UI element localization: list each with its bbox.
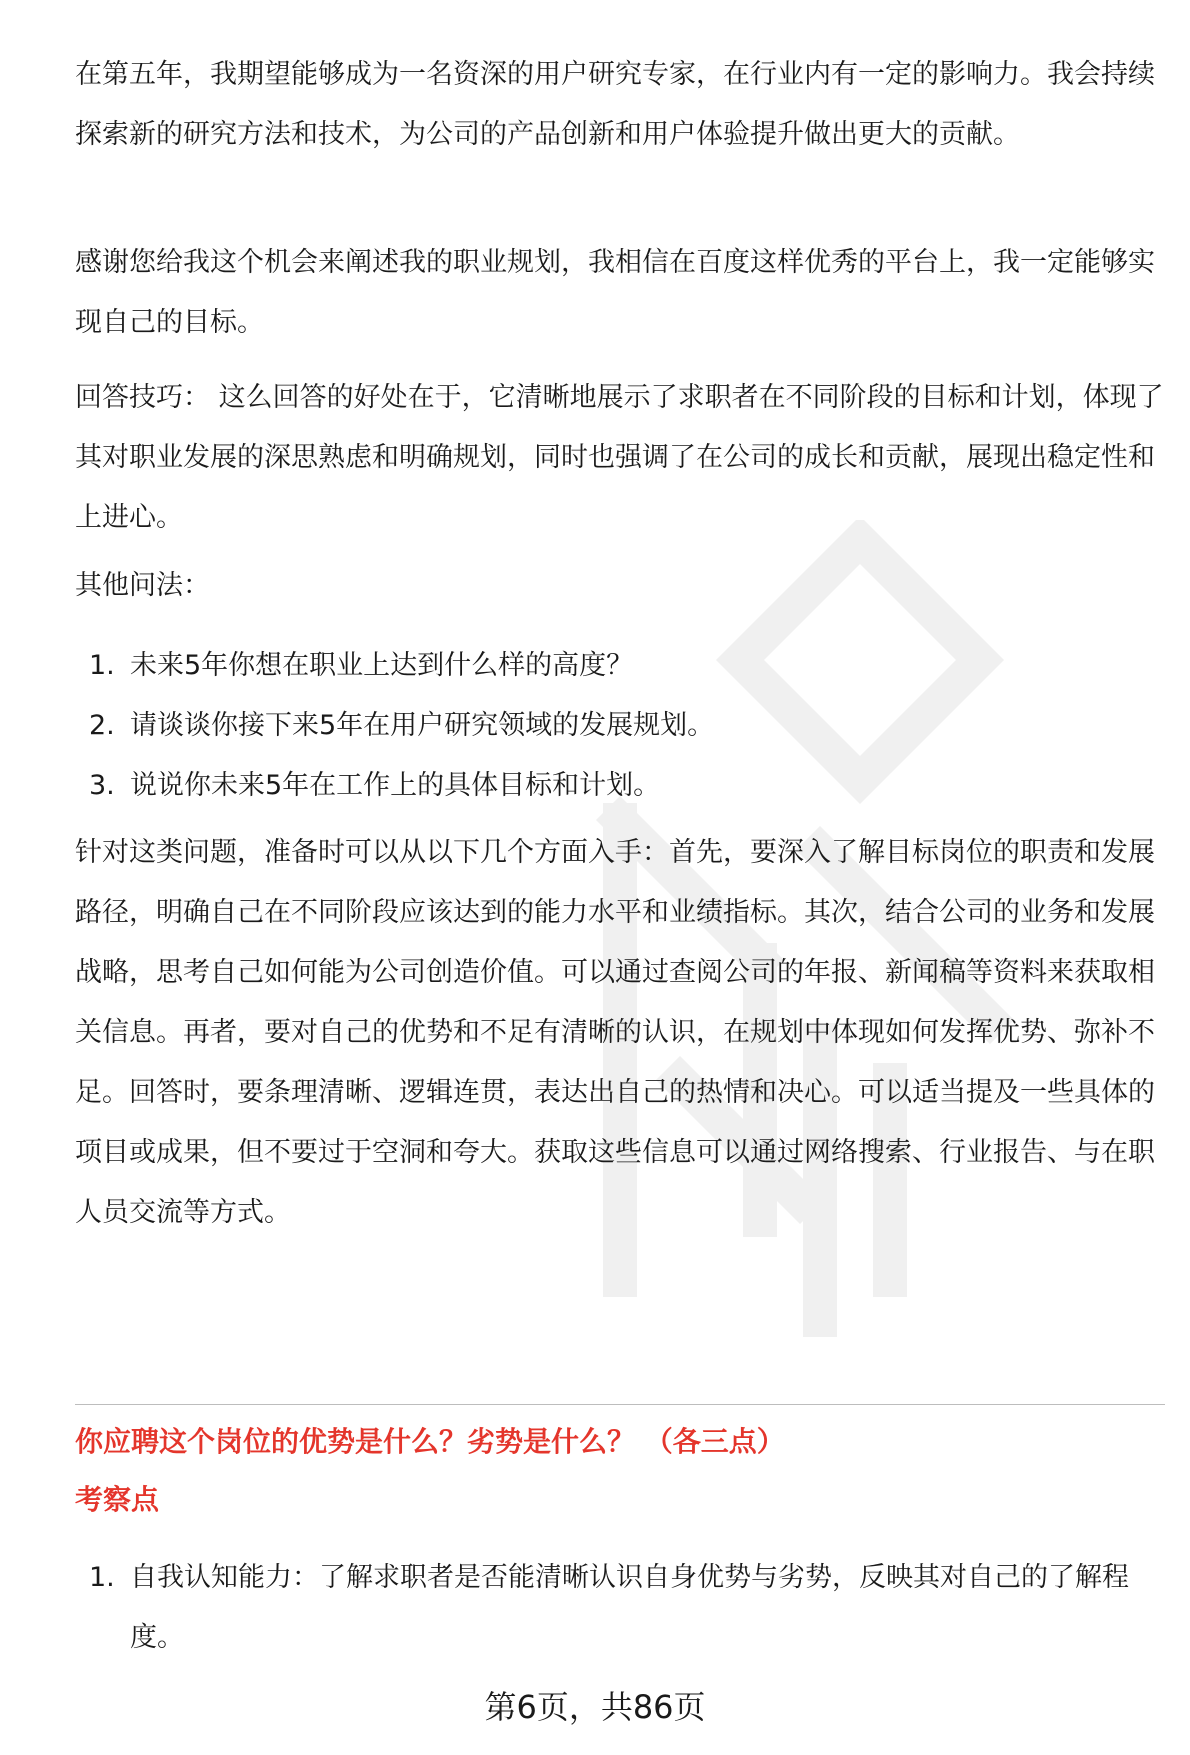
paragraph-preparation-advice: 针对这类问题，准备时可以从以下几个方面入手：首先，要深入了解目标岗位的职责和发展路径，明确自己在不同阶段应该达到的能力水平和业绩指标。其次，结合公司的业务和发展战略，思考自己如何能为公司创造价值。可以通过查阅公司的年报、新闻稿等资料来获取相关信息。再者，要对自己的优势和不足有清晰的认识，在规划中体现如何发挥优势、弥补不足。回答时，要条理清晰、逻辑连贯，表达出自己的热情和决心。可以适当提及一些具体的项目或成果，但不要过于空洞和夸大。获取这些信息可以通过网络搜索、行业报告、与在职人员交流等方式。	[75, 837, 1155, 1228]
other-questions-list	[75, 636, 1165, 816]
list-item: 1. 未来5年你想在职业上达到什么样的高度？	[89, 650, 634, 681]
page-number: 第6页，共86页	[484, 1688, 706, 1726]
question-heading: 你应聘这个岗位的优势是什么？劣势是什么？ （各三点）	[75, 1425, 785, 1458]
paragraph-fifth-year: 在第五年，我期望能够成为一名资深的用户研究专家，在行业内有一定的影响力。我会持续探索新的研究方法和技术，为公司的产品创新和用户体验提升做出更大的贡献。	[75, 59, 1155, 150]
assessment-points-heading: 考察点	[75, 1483, 160, 1516]
assessment-points-list	[75, 1548, 1165, 1668]
list-item: 1. 自我认知能力：了解求职者是否能清晰认识自身优势与劣势，反映其对自己的了解程度。	[89, 1562, 1129, 1653]
section-divider	[75, 1404, 1165, 1405]
paragraph-thanks: 感谢您给我这个机会来阐述我的职业规划，我相信在百度这样优秀的平台上，我一定能够实现自己的目标。	[75, 247, 1155, 338]
paragraph-other-asks-label: 其他问法：	[75, 570, 210, 601]
list-item: 3. 说说你未来5年在工作上的具体目标和计划。	[89, 770, 661, 801]
paragraph-answer-tip: 回答技巧： 这么回答的好处在于，它清晰地展示了求职者在不同阶段的目标和计划，体现了其对职业发展的深思熟虑和明确规划，同时也强调了在公司的成长和贡献，展现出稳定性和上进心。	[75, 382, 1164, 533]
list-item: 2. 请谈谈你接下来5年在用户研究领域的发展规划。	[89, 710, 715, 741]
